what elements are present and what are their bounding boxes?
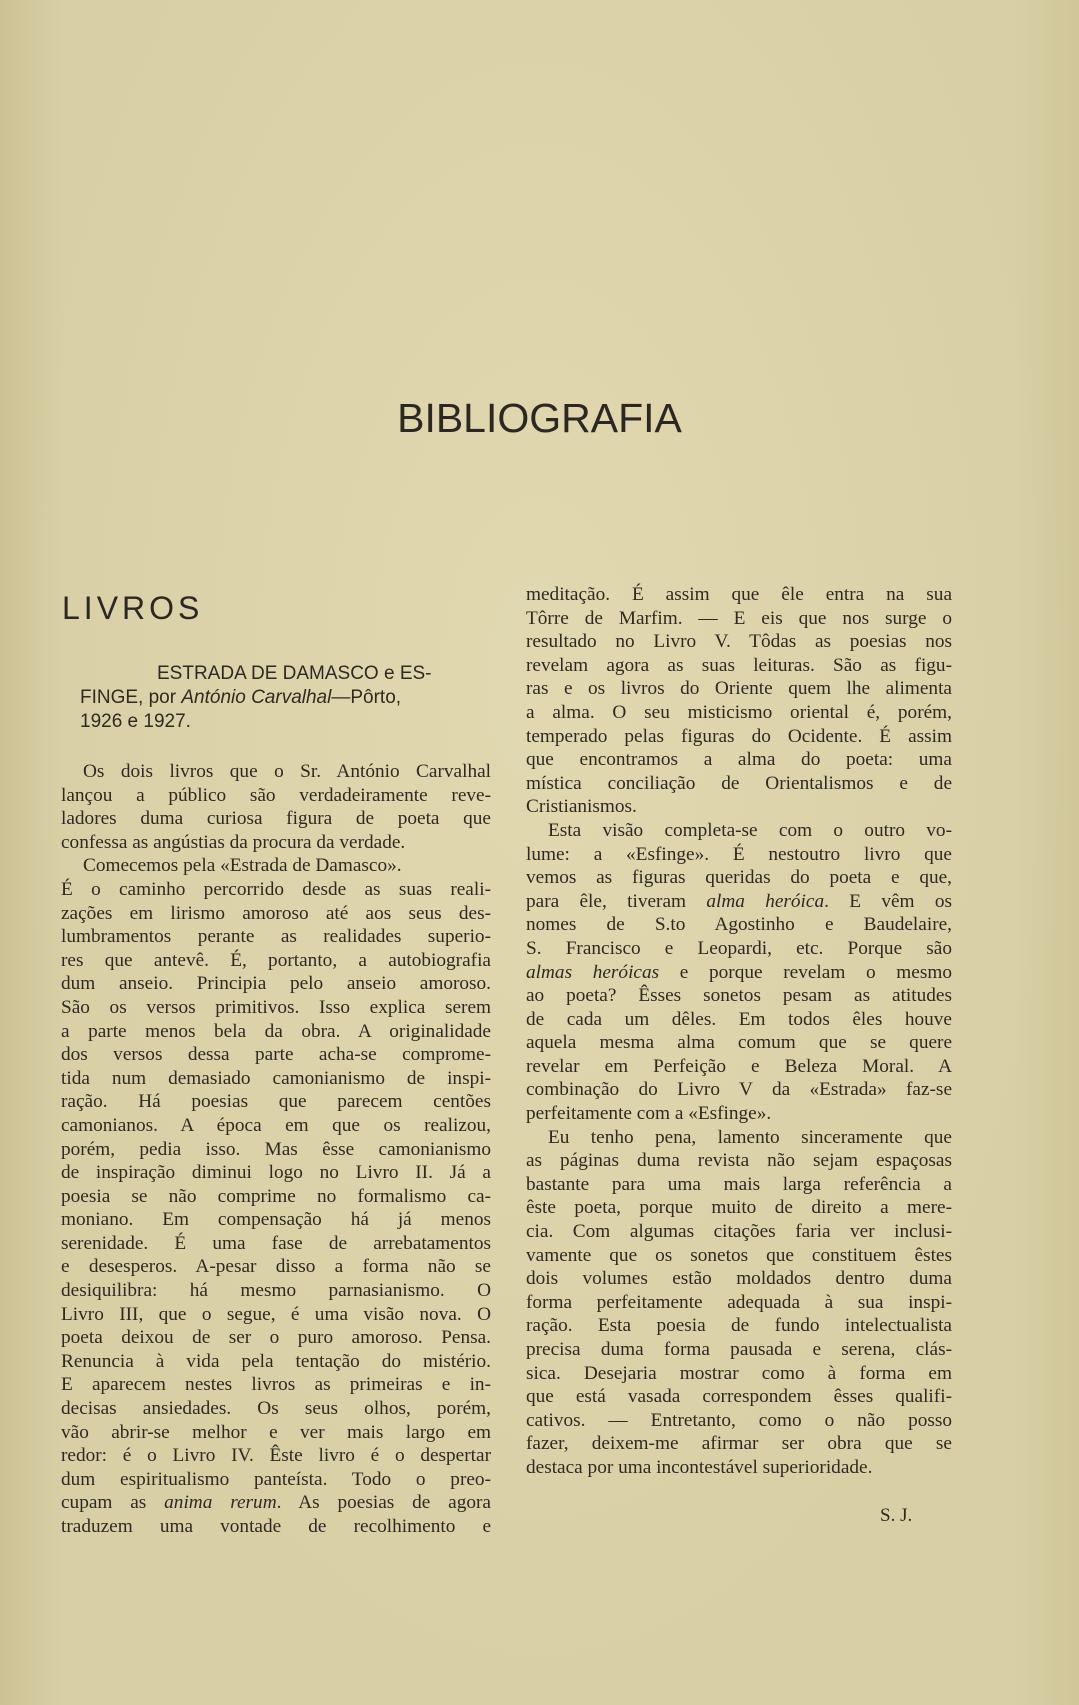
entry-header-prefix: FINGE, por — [80, 687, 182, 708]
text-line: para êle, tiveram alma heróica. E vêm os — [526, 890, 953, 912]
text-line: forma perfeitamente adequada à sua inspi- — [526, 1291, 952, 1313]
text-line: nomes de S.to Agostinho e Baudelaire, — [526, 914, 952, 936]
text-line: Tôrre de Marfim. — E eis que nos surge o — [526, 607, 952, 629]
text-line: lançou a público são verdadeiramente reve- — [61, 784, 491, 806]
text-line: Eu tenho pena, lamento sinceramente que — [548, 1126, 952, 1148]
text-line: zações em lirismo amoroso até aos seus des- — [61, 902, 491, 924]
text-line: fazer, deixem-me afirmar ser obra que se — [526, 1433, 952, 1455]
text-line: res que antevê. É, portanto, a autobiografia — [61, 949, 491, 971]
text-line: cupam as anima rerum. As poesias de agora — [61, 1492, 491, 1514]
text-line: serenidade. É uma fase de arrebatamentos — [61, 1232, 491, 1254]
text-line: camonianos. A época em que os realizou, — [61, 1114, 491, 1136]
text-line: combinação do Livro V da «Estrada» faz-se — [526, 1079, 952, 1101]
text-line: resultado no Livro V. Tôdas as poesias nos — [526, 631, 952, 653]
text-line: temperado pelas figuras do Ocidente. É assim — [526, 725, 952, 747]
text-line: desiquilibra: há mesmo parnasianismo. O — [61, 1280, 491, 1302]
text-line: de inspiração diminui logo no Livro II. Já a — [61, 1162, 491, 1184]
text-line: revelam agora as suas leituras. São as figu- — [526, 654, 952, 676]
section-title: LIVROS — [62, 590, 204, 626]
entry-header-line-3: 1926 e 1927. — [80, 711, 191, 732]
text-line: a parte menos bela da obra. A originalidade — [61, 1020, 491, 1042]
text-line: dois volumes estão moldados dentro duma — [526, 1268, 952, 1290]
right-text-column — [526, 583, 952, 1480]
text-line: moniano. Em compensação há já menos — [61, 1209, 491, 1231]
text-line: ração. Há poesias que parecem centões — [61, 1091, 491, 1113]
text-line: mística conciliação de Orientalismos e de — [526, 772, 952, 794]
text-line: Renuncia à vida pela tentação do mistério. — [61, 1350, 491, 1372]
text-line: confessa as angústias da procura da verdade. — [61, 831, 406, 853]
text-line: Os dois livros que o Sr. António Carvalhal — [83, 761, 491, 782]
left-text-column — [61, 760, 491, 1539]
text-line: lume: a «Esfinge». É nestoutro livro que — [526, 843, 952, 865]
text-line: as páginas duma revista não sejam espaçosas — [526, 1150, 952, 1172]
text-line: êste poeta, porque muito de direito a mere- — [526, 1197, 952, 1219]
text-line: dos versos dessa parte acha-se comprome- — [61, 1044, 491, 1066]
text-line: cia. Com algumas citações faria ver inclusi- — [526, 1221, 952, 1243]
entry-header-line-2 — [80, 687, 401, 708]
text-line: vamente que os sonetos que constituem êstes — [526, 1244, 952, 1266]
text-line: poeta deixou de ser o puro amoroso. Pensa. — [61, 1327, 491, 1349]
book-entry-header — [80, 662, 490, 734]
text-line: que está vasada correspondem êsses qualifi- — [526, 1386, 952, 1408]
text-line: traduzem uma vontade de recolhimento e — [61, 1516, 491, 1537]
text-line: E aparecem nestes livros as primeiras e in- — [61, 1374, 491, 1396]
text-line: meditação. É assim que êle entra na sua — [526, 584, 952, 605]
text-line: Esta visão completa-se com o outro vo- — [548, 819, 952, 841]
text-line: redor: é o Livro IV. Êste livro é o despertar — [61, 1445, 491, 1467]
text-line: sica. Desejaria mostrar como à forma em — [526, 1362, 952, 1384]
text-line: porém, pedia isso. Mas êsse camonianismo — [61, 1138, 491, 1160]
text-line: e desesperos. A-pesar disso a forma não se — [61, 1256, 491, 1278]
text-line: ao poeta? Êsses sonetos pesam as atitudes — [526, 985, 952, 1007]
text-line: ras e os livros do Oriente quem lhe alimenta — [526, 678, 952, 700]
text-line: precisa duma forma pausada e serena, clás- — [526, 1339, 952, 1360]
text-line: destaca por uma incontestável superioridade. — [526, 1456, 873, 1478]
text-line: Cristianismos. — [526, 796, 637, 818]
text-line: É o caminho percorrido desde as suas reali- — [61, 878, 491, 900]
entry-header-suffix: —Pôrto, — [331, 687, 402, 708]
text-line: Comecemos pela «Estrada de Damasco». — [83, 855, 402, 877]
text-line: poesia se não comprime no formalismo ca- — [61, 1185, 491, 1207]
italic-phrase: anima rerum — [164, 1492, 277, 1514]
entry-header-line-1: ESTRADA DE DAMASCO e ES- — [157, 663, 432, 684]
text-line: S. Francisco e Leopardi, etc. Porque são — [526, 937, 952, 959]
text-line: almas heróicas e porque revelam o mesmo — [526, 961, 952, 983]
text-line: perfeitamente com a «Esfinge». — [526, 1103, 772, 1125]
italic-phrase: almas heróicas — [526, 961, 660, 983]
text-line: de cada um dêles. Em todos êles houve — [526, 1008, 952, 1030]
text-line: a alma. O seu misticismo oriental é, porém, — [526, 701, 952, 723]
text-line: ladores duma curiosa figura de poeta que — [61, 808, 491, 830]
signature: S. J. — [880, 1505, 913, 1526]
text-line: bastante para uma mais larga referência a — [526, 1173, 952, 1195]
text-line: lumbramentos perante as realidades superio- — [61, 926, 491, 948]
entry-author: António Carvalhal — [181, 687, 332, 708]
text-line: decisas ansiedades. Os seus olhos, porém, — [61, 1398, 491, 1420]
text-line: revelar em Perfeição e Beleza Moral. A — [526, 1055, 952, 1077]
text-line: que encontramos a alma do poeta: uma — [526, 749, 952, 771]
text-line: vão abrir-se melhor e ver mais largo em — [61, 1421, 491, 1443]
text-line: dum espiritualismo panteísta. Todo o preo- — [61, 1468, 491, 1490]
text-line: Livro III, que o segue, é uma visão nova. O — [61, 1303, 491, 1325]
text-line: cativos. — Entretanto, como o não posso — [526, 1409, 952, 1431]
text-line: aquela mesma alma comum que se quere — [526, 1032, 952, 1054]
text-line: ração. Esta poesia de fundo intelectualista — [526, 1315, 952, 1337]
page-title: BIBLIOGRAFIA — [397, 395, 682, 441]
text-line: tida num demasiado camonianismo de inspi- — [61, 1067, 491, 1089]
text-line: vemos as figuras queridas do poeta e que, — [526, 867, 952, 889]
text-line: São os versos primitivos. Isso explica serem — [61, 996, 491, 1018]
text-line: dum anseio. Principia pelo anseio amoroso. — [61, 973, 491, 995]
italic-phrase: alma heróica — [706, 890, 825, 912]
